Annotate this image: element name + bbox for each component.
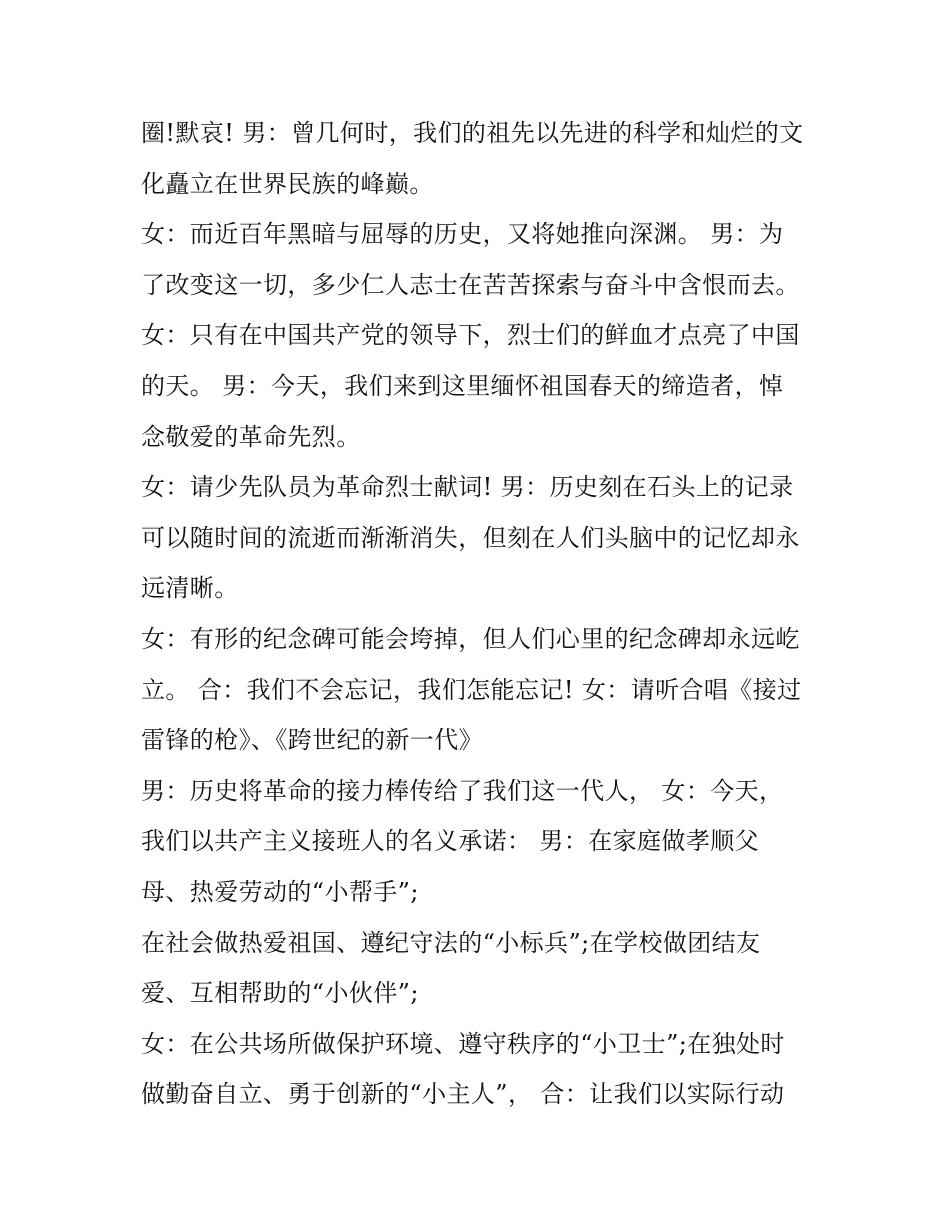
text-line: 可以随时间的流逝而渐渐消失，但刻在人们头脑中的记忆却永 (141, 523, 800, 552)
document-body (141, 108, 831, 1120)
text-line: 化矗立在世界民族的峰巅。 (141, 169, 434, 198)
text-line: 爱、互相帮助的“小伙伴”; (141, 979, 419, 1008)
text-line: 男：历史将革命的接力棒传给了我们这一代人， 女：今天， (141, 776, 784, 805)
text-line: 女：请少先队员为革命烈士献词! 男：历史刻在石头上的记录 (141, 473, 794, 502)
text-line: 远清晰。 (141, 574, 239, 603)
text-line: 了改变这一切，多少仁人志士在苦苦探索与奋斗中含恨而去。 (141, 270, 800, 299)
text-line: 女：在公共场所做保护环境、遵守秩序的“小卫士”;在独处时 (141, 1029, 785, 1058)
text-line: 在社会做热爱祖国、遵纪守法的“小标兵”;在学校做团结友 (141, 928, 761, 957)
text-line: 的天。 男：今天，我们来到这里缅怀祖国春天的缔造者，悼 (141, 371, 784, 400)
text-line: 女：有形的纪念碑可能会垮掉，但人们心里的纪念碑却永远屹 (141, 624, 800, 653)
text-line: 圈!默哀! 男：曾几何时，我们的祖先以先进的科学和灿烂的文 (141, 119, 804, 147)
text-line: 雷锋的枪》、《跨世纪的新一代》 (141, 726, 483, 755)
text-line: 做勤奋自立、勇于创新的“小主人”， 合：让我们以实际行动 (141, 1080, 785, 1109)
text-line: 我们以共产主义接班人的名义承诺： 男：在家庭做孝顺父 (141, 827, 760, 856)
text-line: 念敬爱的革命先烈。 (141, 422, 361, 451)
text-line: 女：而近百年黑暗与屈辱的历史，又将她推向深渊。 男：为 (141, 220, 784, 249)
text-line: 母、热爱劳动的“小帮手”; (141, 877, 419, 906)
text-line: 立。 合：我们不会忘记，我们怎能忘记! 女：请听合唱《接过 (141, 675, 802, 704)
text-line: 女：只有在中国共产党的领导下，烈士们的鲜血才点亮了中国 (141, 321, 800, 350)
